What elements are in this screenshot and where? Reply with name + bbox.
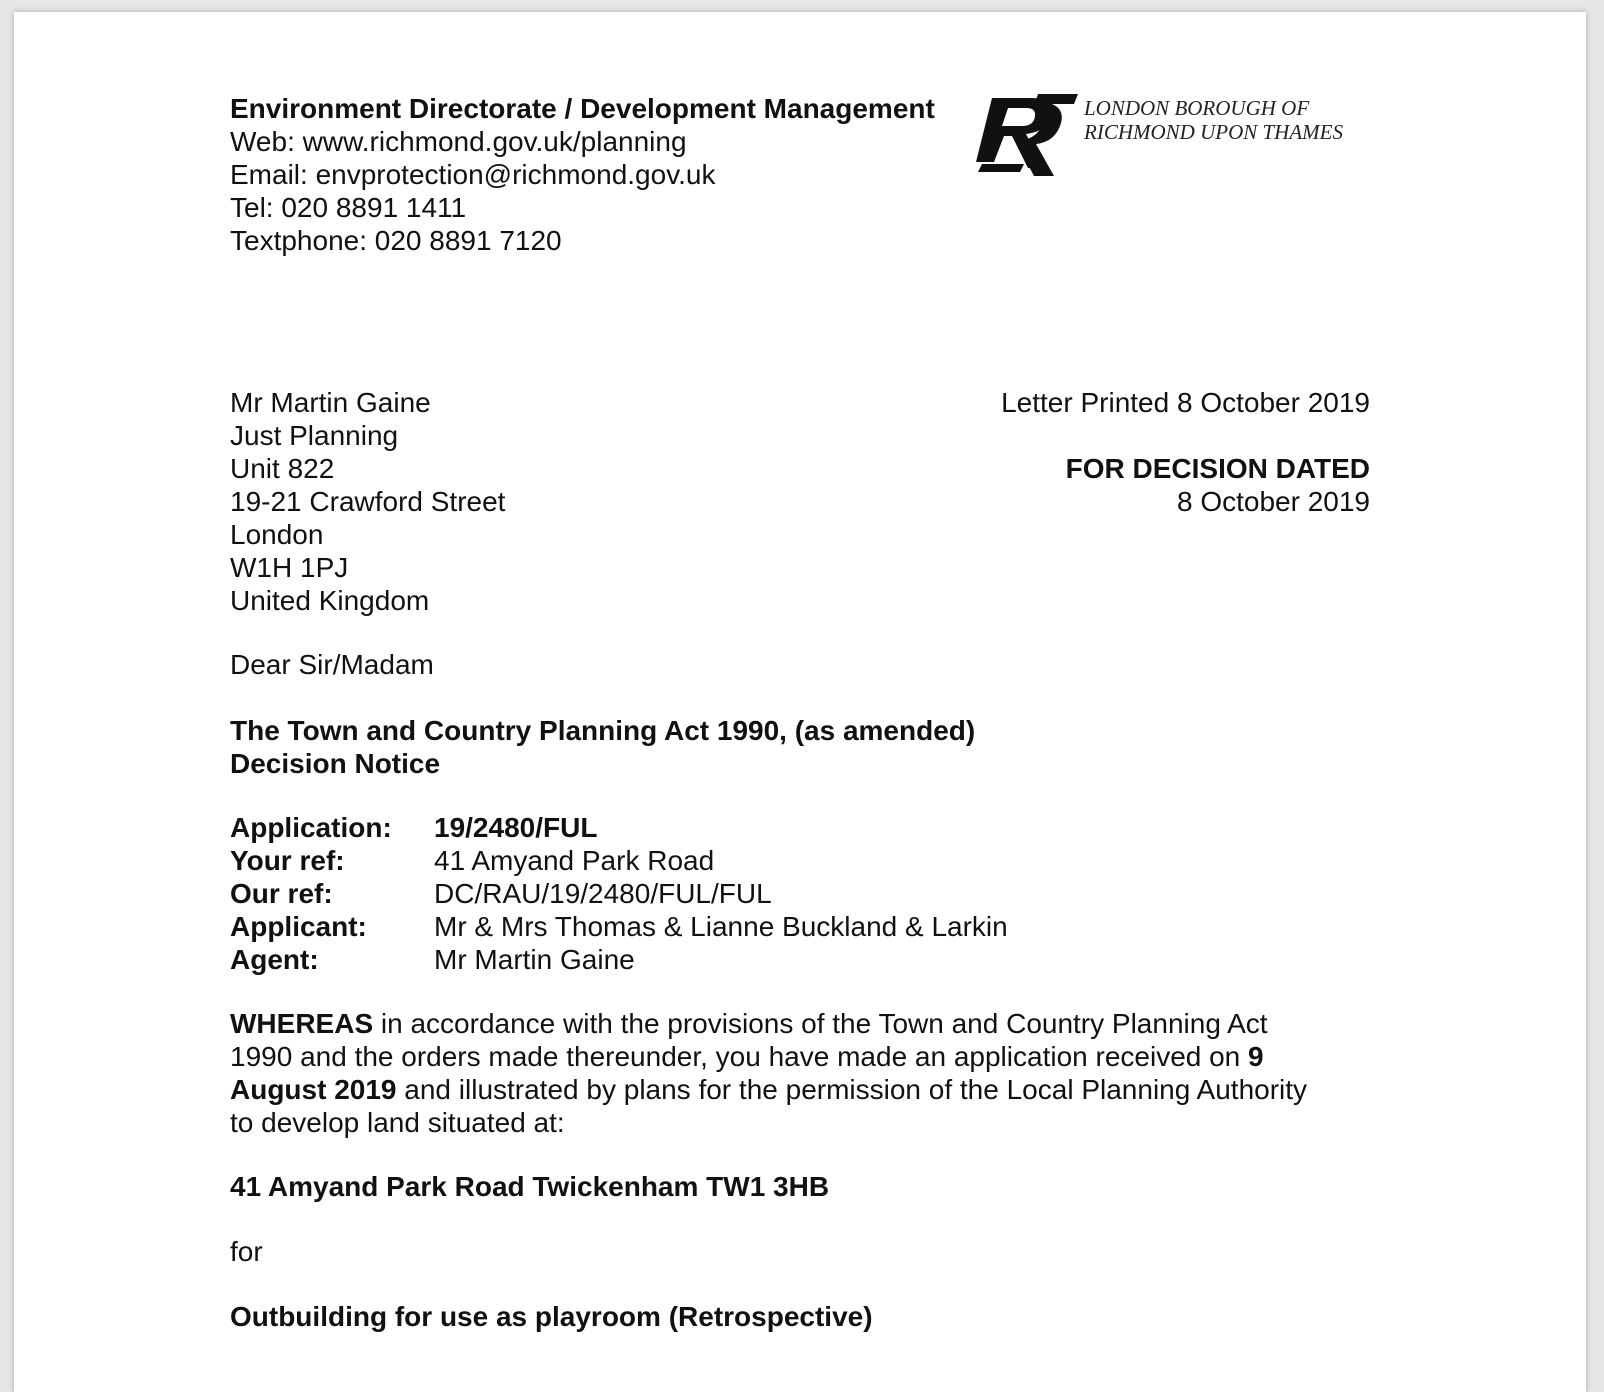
act-title: The Town and Country Planning Act 1990, (as amended) (230, 715, 976, 746)
council-contact-block (230, 92, 935, 257)
whereas-line-3-text: and illustrated by plans for the permission of the Local Planning Authority (396, 1074, 1308, 1105)
application-details-table (230, 811, 1008, 976)
whereas-paragraph (230, 1007, 1350, 1139)
decision-dated-label: FOR DECISION DATED (1065, 453, 1370, 484)
application-label: Application: (230, 812, 392, 843)
our-ref-label: Our ref: (230, 878, 333, 909)
your-ref-label: Your ref: (230, 845, 345, 876)
for-word: for (230, 1236, 263, 1267)
recipient-name: Mr Martin Gaine (230, 387, 431, 418)
recipient-city: London (230, 519, 324, 550)
document-page (14, 12, 1586, 1392)
whereas-keyword: WHEREAS (230, 1008, 374, 1039)
whereas-line-3 (230, 1073, 1350, 1106)
agent-label: Agent: (230, 944, 319, 975)
recipient-country: United Kingdom (230, 585, 430, 616)
site-address: 41 Amyand Park Road Twickenham TW1 3HB (230, 1171, 830, 1202)
logo-wordmark (1084, 96, 1343, 144)
whereas-line-2-text: 1990 and the orders made thereunder, you have made an application received on (230, 1041, 1249, 1072)
recipient-postcode: W1H 1PJ (230, 552, 349, 583)
agent-row (230, 943, 1008, 976)
richmond-r-logo-icon (974, 92, 1084, 178)
applicant-row (230, 910, 1008, 943)
recipient-street: 19-21 Crawford Street (230, 486, 506, 517)
received-date-day: 9 (1248, 1041, 1264, 1072)
your-ref-row (230, 844, 1008, 877)
agent-value: Mr Martin Gaine (434, 944, 635, 975)
letter-printed-date: Letter Printed 8 October 2019 (1001, 387, 1370, 418)
department-heading: Environment Directorate / Development Management (230, 93, 935, 124)
proposal-description: Outbuilding for use as playroom (Retrospective) (230, 1301, 873, 1332)
whereas-line-2 (230, 1040, 1350, 1073)
applicant-value: Mr & Mrs Thomas & Lianne Buckland & Larkin (434, 911, 1008, 942)
application-details (230, 811, 1008, 976)
richmond-logo (974, 92, 1354, 184)
received-date-month-year: August 2019 (230, 1074, 397, 1105)
textphone-number: Textphone: 020 8891 7120 (230, 225, 562, 256)
act-heading (230, 714, 975, 780)
your-ref-value: 41 Amyand Park Road (434, 845, 715, 876)
logo-line-2: RICHMOND UPON THAMES (1084, 120, 1343, 144)
logo-line-1: LONDON BOROUGH OF (1084, 96, 1310, 120)
recipient-unit: Unit 822 (230, 453, 335, 484)
our-ref-row (230, 877, 1008, 910)
salutation: Dear Sir/Madam (230, 649, 434, 680)
our-ref-value: DC/RAU/19/2480/FUL/FUL (434, 878, 772, 909)
recipient-address (230, 386, 505, 617)
decision-date: 8 October 2019 (1176, 486, 1370, 517)
applicant-label: Applicant: (230, 911, 367, 942)
application-value: 19/2480/FUL (434, 812, 598, 843)
whereas-line-1-text: in accordance with the provisions of the Town and Country Planning Act (373, 1008, 1268, 1039)
application-row (230, 811, 1008, 844)
letter-dates (1001, 386, 1370, 518)
whereas-line-1 (230, 1007, 1350, 1040)
whereas-line-4: to develop land situated at: (230, 1107, 565, 1138)
telephone-number: Tel: 020 8891 1411 (230, 192, 467, 223)
decision-notice-title: Decision Notice (230, 748, 441, 779)
web-address: Web: www.richmond.gov.uk/planning (230, 126, 687, 157)
email-address: Email: envprotection@richmond.gov.uk (230, 159, 716, 190)
recipient-company: Just Planning (230, 420, 399, 451)
